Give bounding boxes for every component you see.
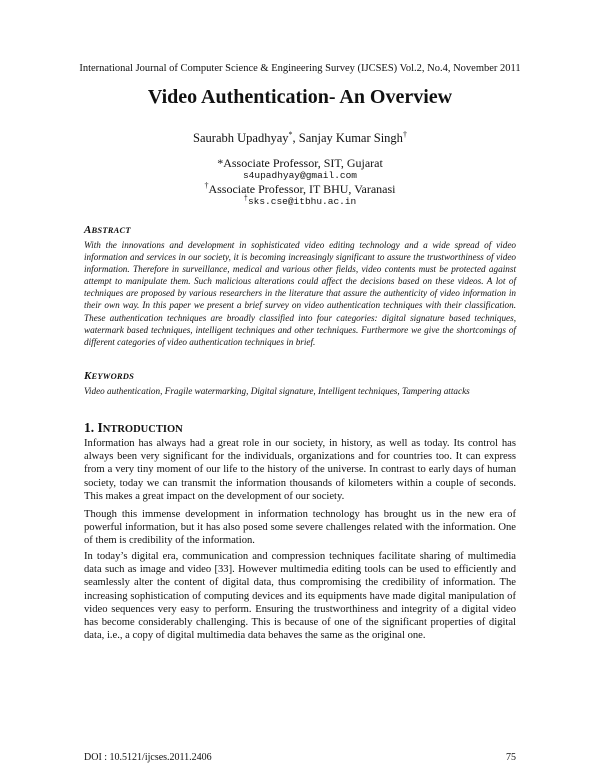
keywords-heading [84, 370, 134, 382]
heading-initial: A [84, 224, 92, 236]
affiliation-mark: † [204, 181, 209, 190]
heading-rest: BSTRACT [91, 225, 131, 235]
keywords-text: Video authentication, Fragile watermarking, Digital signature, Intelligent techniques, Tampering attacks [84, 386, 470, 396]
page-number: 75 [506, 752, 516, 763]
section-heading-introduction [84, 420, 183, 436]
author-mark: † [402, 130, 407, 139]
author-name: Sanjay Kumar Singh [298, 131, 403, 146]
abstract-heading [84, 224, 131, 236]
author-name: Saurabh Upadhyay [193, 131, 289, 146]
intro-paragraph-2: Though this immense development in information technology has brought us in the new era of powerful information, but it has also posed some severe challenges related with the information. One of them is credibility of the information. [84, 509, 516, 547]
section-heading-rest: NTRODUCTION [102, 424, 183, 435]
author-email[interactable]: s4upadhyay@gmail.com [242, 170, 358, 181]
email-mark: † [243, 195, 248, 203]
email-text: sks.cse@itbhu.ac.in [247, 196, 357, 208]
affiliation-text: Associate Professor, SIT, Gujarat [223, 156, 383, 170]
affiliation-mark: * [217, 156, 224, 170]
author-line [0, 130, 600, 146]
heading-rest: EYWORDS [91, 371, 135, 381]
author-mark: * [288, 130, 293, 139]
affiliation-text: Associate Professor, IT BHU, Varanasi [208, 182, 396, 196]
intro-paragraph-3: In today’s digital era, communication and compression techniques facilitate sharing of multimedia data such as image and video [33]. However multimedia editing tools can be used to efficiently and seamlessly alter the content of digital data, thus compromising the credibility of information. The increasing sophistication of computing devices and its equipments have made digital manipulation of video sequences very easy to perform. Ensuring the trustworthiness and integrity of a digital video has become considerably challenging. This is because of one of the significant properties of digital data, i.e., a copy of digital multimedia data behaves the same as the original one. [84, 551, 516, 642]
author-separator: , [292, 131, 299, 146]
abstract-text: With the innovations and development in sophisticated video editing technology and a wide spread of video information and services in our society, it is becoming increasingly significant to assure the trustworthiness of video information. Therefore in surveillance, medical and various other fields, video contents must be protected against attempt to manipulate them. Such malicious alterations could affect the decisions based on these videos. A lot of techniques are proposed by various researchers in the literature that assure the authenticity of video information in their own way. In this paper we present a brief survey on video authentication techniques with their classification. These authentication techniques are broadly classified into four categories: digital signature based techniques, watermark based techniques, intelligent techniques and other techniques. Furthermore we give the shortcomings of different categories of video authentication techniques in brief. [84, 240, 516, 347]
affiliation [0, 156, 600, 171]
author-email[interactable] [0, 195, 600, 207]
heading-initial: K [84, 370, 92, 382]
intro-paragraph-1: Information has always had a great role in our society, in history, as well as today. Its control has always been very significant for the individuals, organizations and for countries too. It can express from a very tiny moment of our life to the history of the universe. In contrast to early days of human society, today we can transmit the information thousands of kilometers within a couple of seconds. This makes a great impact on the development of our society. [84, 438, 516, 502]
doi: DOI : 10.5121/ijcses.2011.2406 [84, 752, 212, 763]
journal-header: International Journal of Computer Science & Engineering Survey (IJCSES) Vol.2, No.4, November 2011 [79, 63, 521, 74]
section-number: 1. I [84, 420, 103, 435]
paper-title: Video Authentication- An Overview [147, 86, 453, 108]
